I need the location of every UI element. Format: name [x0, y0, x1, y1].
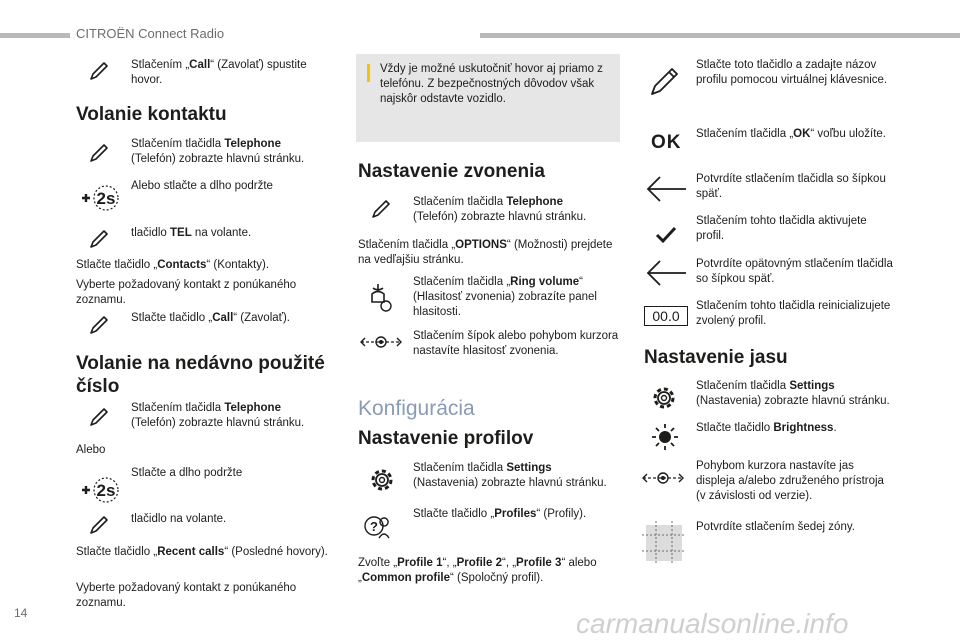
long-press-badge: 2s	[96, 189, 116, 208]
back-arrow-icon	[644, 258, 688, 288]
pen-icon	[88, 60, 110, 82]
pen-icon	[88, 406, 110, 428]
heading-ringtone: Nastavenie zvonenia	[358, 161, 545, 182]
settings-gear-icon	[368, 466, 396, 494]
call-instruction: Stlačením „Call“ (Zavolať) spustite hovor.	[131, 59, 307, 86]
settings-gear-icon	[650, 384, 678, 412]
grey-zone-icon	[642, 521, 686, 565]
edit-pencil-icon	[648, 64, 682, 98]
activate-profile-instruction: Stlačením tohto tlačidla aktivujete profil.	[696, 215, 867, 242]
header-rule	[0, 33, 960, 38]
contacts-instruction: Stlačte tlačidlo „Contacts“ (Kontakty).	[76, 259, 270, 271]
back-arrow-icon	[644, 174, 688, 204]
pen-icon	[88, 228, 110, 250]
profile-name-instruction: Stlačte toto tlačidlo a zadajte názov profilu pomocou virtuálnej klávesnice.	[696, 59, 888, 86]
pen-icon	[88, 514, 110, 536]
long-press-instruction: Alebo stlačte a dlho podržte	[131, 180, 273, 192]
heading-brightness: Nastavenie jasu	[644, 347, 788, 368]
steering-button-instruction: tlačidlo na volante.	[131, 513, 227, 525]
options-instruction: Stlačením tlačidla „OPTIONS“ (Možnosti) prejdete na vedľajšiu stránku.	[358, 239, 613, 266]
long-press-2s-icon	[76, 476, 120, 504]
select-contact-instruction: Vyberte požadovaný kontakt z ponúkaného zoznamu.	[76, 279, 297, 306]
brightness-instruction: Stlačte tlačidlo Brightness.	[696, 422, 837, 434]
brightness-sun-icon	[648, 422, 682, 452]
heading-recent-call: Volanie na nedávno použité číslo	[76, 353, 325, 397]
brightness-slider-instruction: Pohybom kurzora nastavíte jas displeja a/alebo združeného prístroja (v závislosti od verzie).	[696, 460, 884, 502]
svg-text:?: ?	[370, 519, 378, 534]
telephone-instruction-3: Stlačením tlačidla Telephone (Telefón) zobrazte hlavnú stránku.	[413, 196, 587, 223]
page-number: 14	[14, 606, 28, 620]
pen-icon	[370, 198, 392, 220]
cursor-slider-icon	[641, 468, 685, 488]
back-confirm-instruction: Potvrdíte stlačením tlačidla so šípkou späť.	[696, 173, 886, 200]
profiles-instruction: Stlačte tlačidlo „Profiles“ (Profily).	[413, 508, 587, 520]
reset-value-icon: 00.0	[644, 306, 688, 326]
heading-profiles: Nastavenie profilov	[358, 428, 534, 449]
ok-icon: OK	[651, 132, 682, 153]
long-press-2s-icon	[76, 184, 120, 212]
telephone-instruction-2: Stlačením tlačidla Telephone (Telefón) zobrazte hlavnú stránku.	[131, 402, 305, 429]
telephone-instruction: Stlačením tlačidla Telephone (Telefón) zobrazte hlavnú stránku.	[131, 138, 305, 165]
info-text: Vždy je možné uskutočniť hovor aj priamo z telefónu. Z bezpečnostných dôvodov však najskôr odstavte vozidlo.	[380, 63, 603, 105]
ring-volume-instruction: Stlačením tlačidla „Ring volume“ (Hlasitosť zvonenia) zobrazíte panel hlasitosti.	[413, 276, 597, 318]
settings-instruction-2: Stlačením tlačidla Settings (Nastavenia) zobrazte hlavnú stránku.	[696, 380, 890, 407]
recent-calls-instruction: Stlačte tlačidlo „Recent calls“ (Posledné hovory).	[76, 546, 328, 558]
alternative-text: Alebo	[76, 444, 106, 456]
volume-slider-instruction: Stlačením šípok alebo pohybom kurzora nastavíte hlasitosť zvonenia.	[413, 330, 619, 357]
header-title: CITROËN Connect Radio	[76, 26, 225, 41]
ok-instruction: Stlačením tlačidla „OK“ voľbu uložíte.	[696, 128, 886, 140]
long-press-badge: 2s	[96, 481, 116, 500]
ring-volume-icon	[364, 280, 398, 314]
reset-profile-instruction: Stlačením tohto tlačidla reinicializujete zvolený profil.	[696, 300, 891, 327]
pen-icon	[88, 314, 110, 336]
choose-profile-instruction: Zvoľte „Profile 1“, „Profile 2“, „Profile 3“ alebo „Common profile“ (Spoločný profil).	[358, 557, 597, 584]
heading-contact-call: Volanie kontaktu	[76, 104, 227, 125]
select-contact-instruction-2: Vyberte požadovaný kontakt z ponúkaného zoznamu.	[76, 582, 297, 609]
settings-instruction: Stlačením tlačidla Settings (Nastavenia) zobrazte hlavnú stránku.	[413, 462, 607, 489]
long-press-instruction-2: Stlačte a dlho podržte	[131, 467, 243, 479]
back-confirm-instruction-2: Potvrdíte opätovným stlačením tlačidla so šípkou späť.	[696, 258, 893, 285]
checkmark-icon	[655, 225, 677, 245]
call-button-instruction: Stlačte tlačidlo „Call“ (Zavolať).	[131, 312, 290, 324]
heading-configuration: Konfigurácia	[358, 397, 475, 420]
cursor-slider-icon	[359, 332, 403, 352]
tel-button-instruction: tlačidlo TEL na volante.	[131, 227, 252, 239]
info-icon	[367, 64, 370, 82]
grey-zone-instruction: Potvrdíte stlačením šedej zóny.	[696, 521, 855, 533]
profile-icon	[364, 512, 394, 540]
watermark: carmanualsonline.info	[576, 608, 849, 639]
pen-icon	[88, 142, 110, 164]
